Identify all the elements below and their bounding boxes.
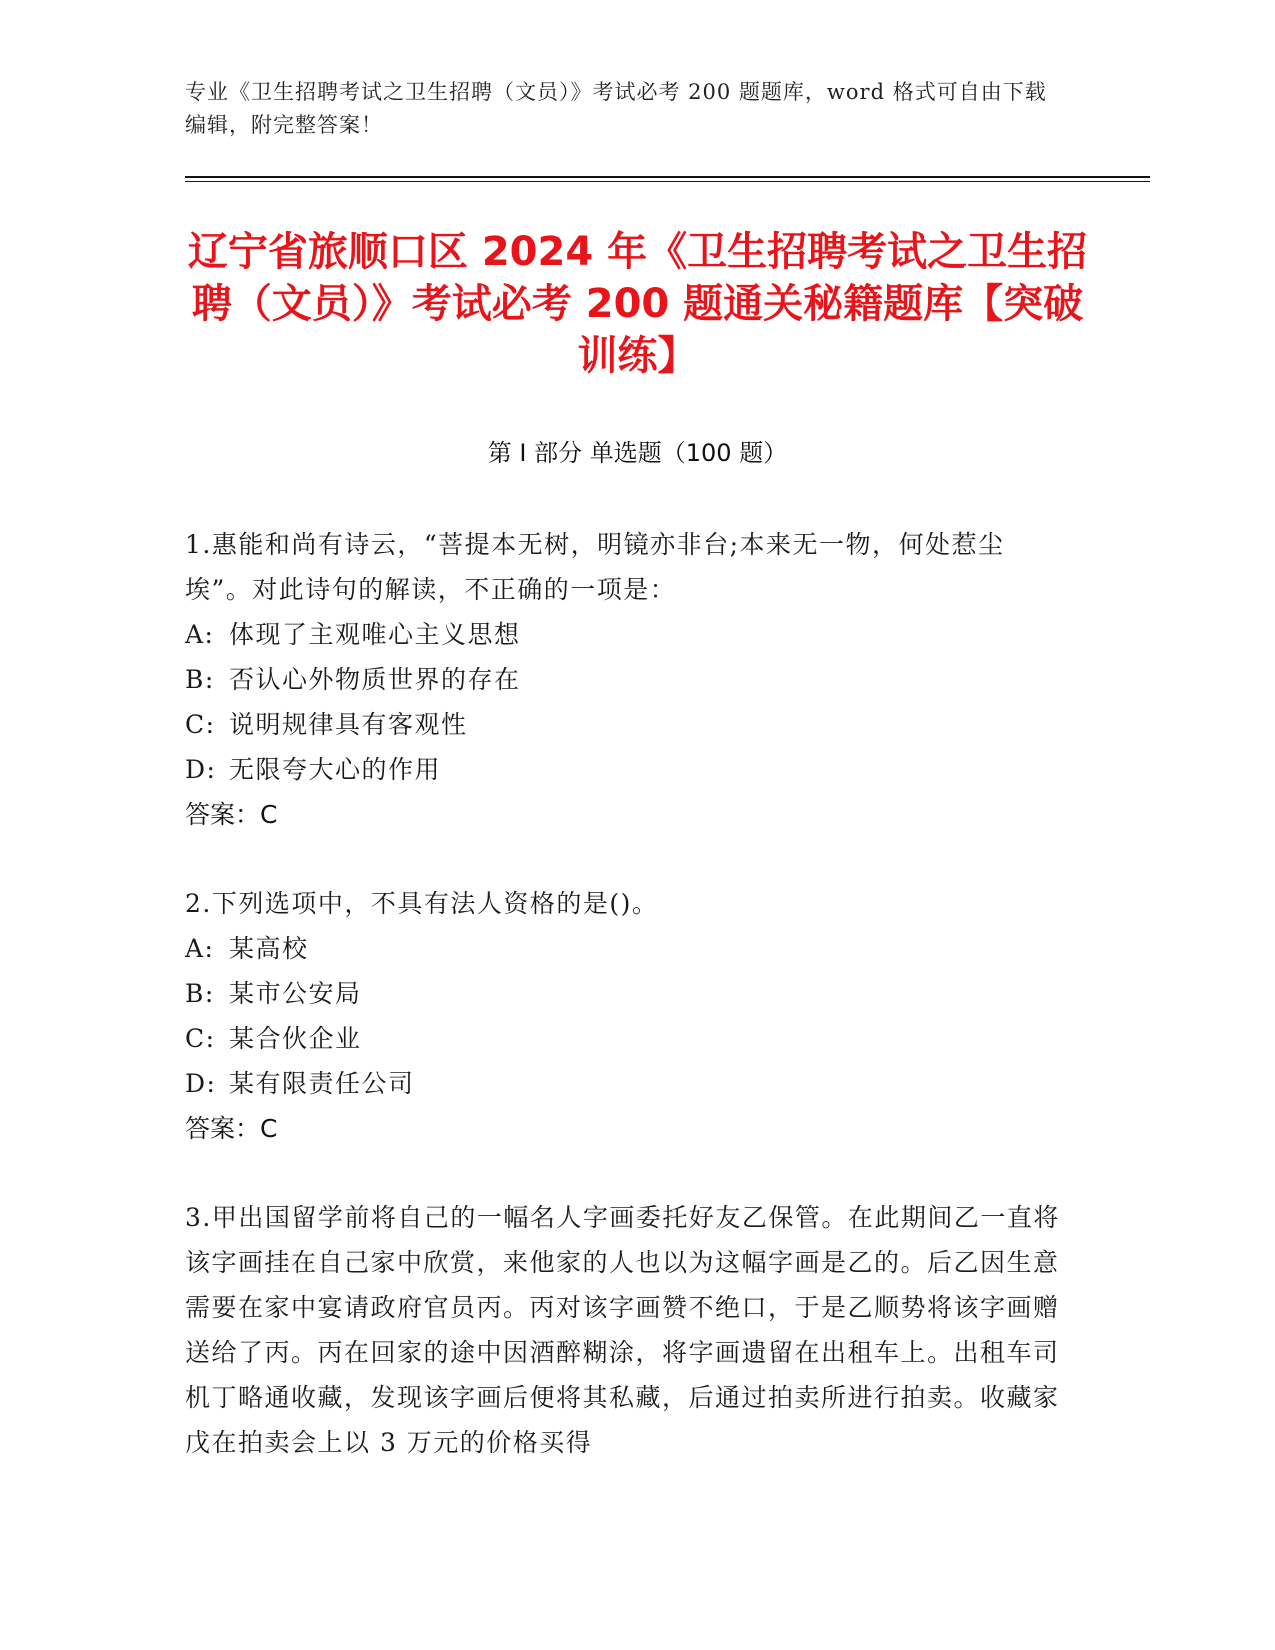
option-key: C: xyxy=(185,710,216,739)
question-3 xyxy=(185,1195,1065,1465)
option-c xyxy=(185,702,1065,747)
page-title: 辽宁省旅顺口区 2024 年《卫生招聘考试之卫生招聘（文员）》考试必考 200 题通关秘籍题库【突破训练】 xyxy=(187,229,1088,379)
option-text: 某合伙企业 xyxy=(229,1024,362,1053)
option-b xyxy=(185,971,1065,1016)
option-text: 体现了主观唯心主义思想 xyxy=(229,620,521,649)
question-2 xyxy=(185,881,1065,1151)
question-stem: 1.惠能和尚有诗云，“菩提本无树，明镜亦非台;本来无一物，何处惹尘埃”。对此诗句的解读，不正确的一项是： xyxy=(185,530,1005,604)
option-a xyxy=(185,612,1065,657)
option-text: 某高校 xyxy=(229,934,309,963)
section-heading: 第 I 部分 单选题（100 题） xyxy=(487,439,788,467)
option-text: 否认心外物质世界的存在 xyxy=(229,665,521,694)
question-list xyxy=(185,522,1065,1509)
option-d xyxy=(185,747,1065,792)
header-rule-thick xyxy=(185,176,1150,178)
option-key: D: xyxy=(185,755,217,784)
option-key: D: xyxy=(185,1069,217,1098)
option-text: 说明规律具有客观性 xyxy=(229,710,468,739)
header-rule-thin xyxy=(185,181,1150,182)
question-1 xyxy=(185,522,1065,837)
option-key: A: xyxy=(185,620,215,649)
option-key: B: xyxy=(185,665,215,694)
answer-line: 答案：C xyxy=(185,1114,278,1143)
question-stem: 3.甲出国留学前将自己的一幅名人字画委托好友乙保管。在此期间乙一直将该字画挂在自己家中欣赏，来他家的人也以为这幅字画是乙的。后乙因生意需要在家中宴请政府官员丙。丙对该字画赞不绝口，于是乙顺势将该字画赠送给了丙。丙在回家的途中因酒醉糊涂，将字画遗留在出租车上。出租车司机丁略通收藏，发现该字画后便将其私藏，后通过拍卖所进行拍卖。收藏家戊在拍卖会上以 3 万元的价格买得 xyxy=(185,1203,1060,1457)
option-key: C: xyxy=(185,1024,216,1053)
option-text: 无限夸大心的作用 xyxy=(229,755,442,784)
question-stem: 2.下列选项中，不具有法人资格的是()。 xyxy=(185,889,659,918)
option-key: A: xyxy=(185,934,215,963)
option-d xyxy=(185,1061,1065,1106)
answer-line: 答案：C xyxy=(185,800,278,829)
option-b xyxy=(185,657,1065,702)
option-c xyxy=(185,1016,1065,1061)
option-text: 某有限责任公司 xyxy=(229,1069,415,1098)
option-a xyxy=(185,926,1065,971)
option-key: B: xyxy=(185,979,215,1008)
option-text: 某市公安局 xyxy=(229,979,362,1008)
header-note: 专业《卫生招聘考试之卫生招聘（文员）》考试必考 200 题题库，word 格式可自由下载编辑，附完整答案！ xyxy=(185,80,1047,137)
